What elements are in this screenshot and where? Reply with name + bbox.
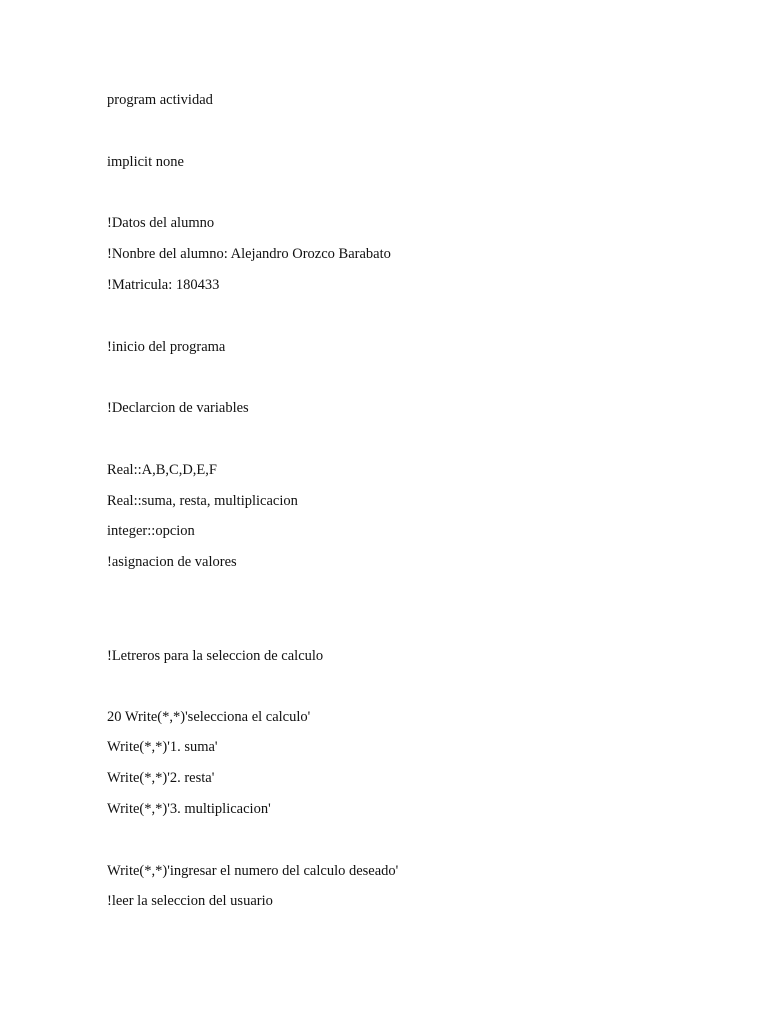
comment-line-assignment: !asignacion de valores xyxy=(107,554,237,570)
code-line-write-select: 20 Write(*,*)'selecciona el calculo' xyxy=(107,709,311,725)
code-line-write-sum: Write(*,*)'1. suma' xyxy=(107,739,218,755)
comment-line-read-selection: !leer la seleccion del usuario xyxy=(107,893,273,909)
code-line-write-prompt: Write(*,*)'ingresar el numero del calculo deseado' xyxy=(107,863,399,879)
code-line-write-multiply: Write(*,*)'3. multiplicacion' xyxy=(107,801,271,817)
code-line-real-vars: Real::A,B,C,D,E,F xyxy=(107,462,217,478)
comment-line-menu-labels: !Letreros para la seleccion de calculo xyxy=(107,648,324,664)
code-line-program: program actividad xyxy=(107,92,213,108)
comment-line-student-id: !Matricula: 180433 xyxy=(107,277,220,293)
comment-line-student-data: !Datos del alumno xyxy=(107,215,215,231)
code-line-real-results: Real::suma, resta, multiplicacion xyxy=(107,493,298,509)
comment-line-program-start: !inicio del programa xyxy=(107,339,226,355)
comment-line-declarations: !Declarcion de variables xyxy=(107,400,249,416)
code-line-implicit: implicit none xyxy=(107,154,184,170)
code-line-integer-option: integer::opcion xyxy=(107,523,195,539)
code-line-write-subtract: Write(*,*)'2. resta' xyxy=(107,770,215,786)
comment-line-student-name: !Nonbre del alumno: Alejandro Orozco Barabato xyxy=(107,246,391,262)
